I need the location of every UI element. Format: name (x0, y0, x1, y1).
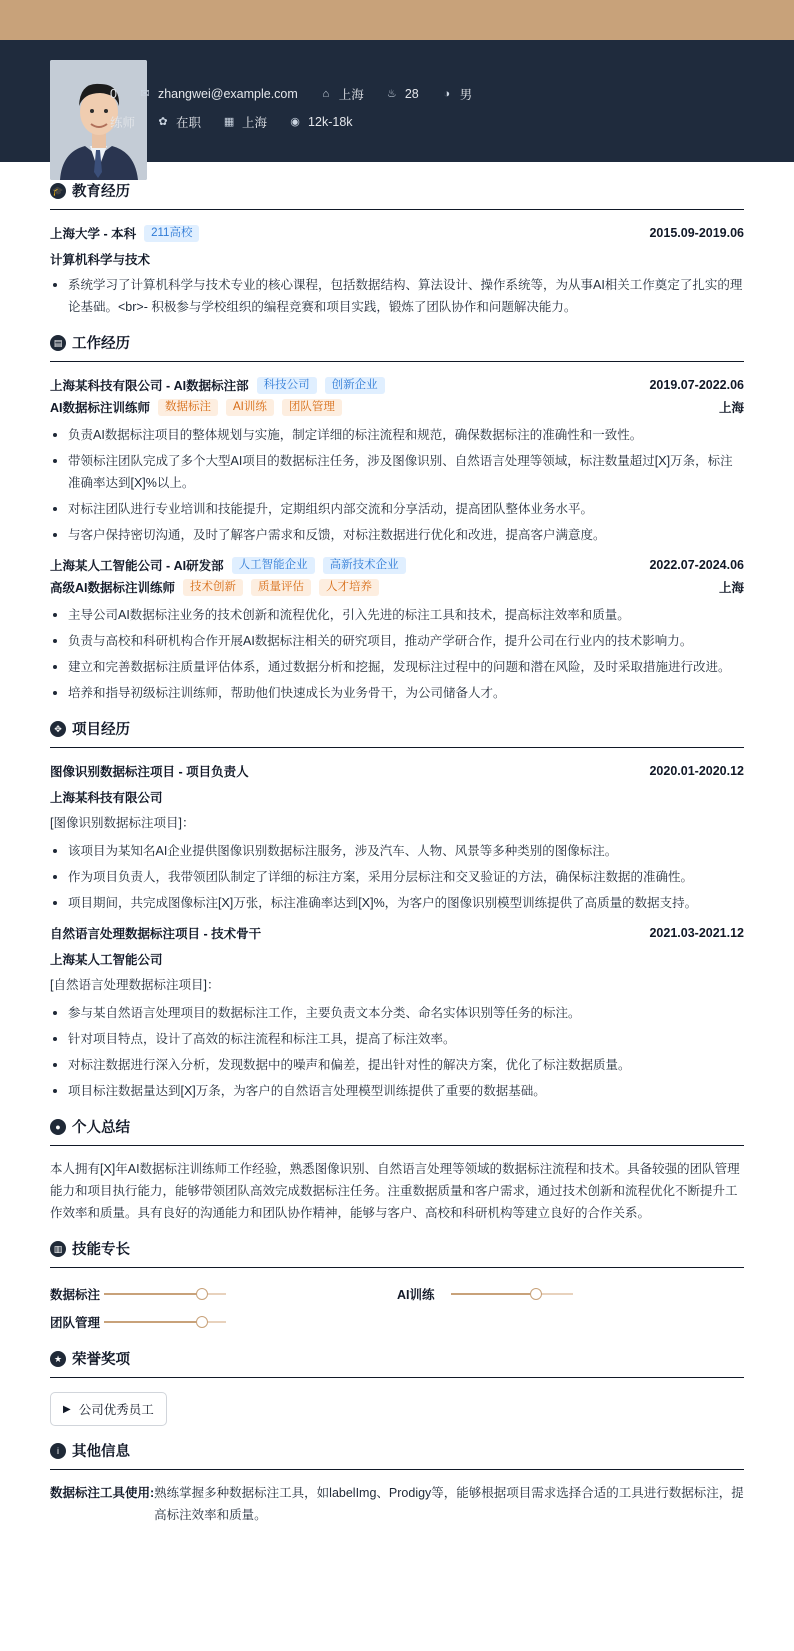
major-name: 计算机科学与技术 (50, 253, 151, 267)
projects-section (50, 718, 744, 1102)
list-item: 建立和完善数据标注质量评估体系，通过数据分析和挖掘，发现标注过程中的问题和潜在风险，及时采取措施进行改进。 (50, 656, 744, 678)
skill-fill (451, 1293, 536, 1295)
skill-item (397, 1280, 744, 1308)
project-org: 上海某科技有限公司 (50, 791, 163, 805)
honors-section (50, 1348, 744, 1426)
salary-icon: ◉ (290, 116, 300, 128)
list-item: 项目标注数据量达到[X]万条，为客户的自然语言处理模型训练提供了重要的数据基础。 (50, 1080, 744, 1102)
role-name: 高级AI数据标注训练师 (50, 581, 176, 595)
school-tag: 211高校 (144, 225, 199, 242)
skill-track (104, 1321, 226, 1323)
project-row (50, 760, 744, 782)
award-icon: ★ (50, 1351, 66, 1367)
skill-track (451, 1293, 573, 1295)
skill-track (104, 1293, 226, 1295)
job-location: 上海 (718, 401, 744, 415)
briefcase-icon: ▤ (50, 335, 66, 351)
salary-text: 12k-18k (308, 115, 353, 129)
play-icon: ▶ (63, 1403, 71, 1415)
list-item: 与客户保持密切沟通，及时了解客户需求和反馈，对标注数据进行优化和改进，提高客户满意度。 (50, 524, 744, 546)
resume-body (50, 170, 744, 1526)
city-info (320, 85, 364, 103)
project-entry (50, 760, 744, 914)
list-item: 参与某自然语言处理项目的数据标注工作，主要负责文本分类、命名实体识别等任务的标注。 (50, 1002, 744, 1024)
skill-item (50, 1280, 397, 1308)
building-icon: ▦ (223, 116, 235, 128)
job-company-row (50, 374, 744, 396)
award-item (50, 1392, 167, 1426)
company-name: 上海某科技有限公司 - AI数据标注部 (50, 379, 249, 393)
age-info (386, 87, 419, 101)
gender-info (441, 85, 473, 103)
section-title: 个人总结 (72, 1120, 130, 1136)
job-entry (50, 554, 744, 704)
job-date: 2019.07-2022.06 (649, 378, 744, 392)
section-title: 工作经历 (72, 336, 130, 352)
info-icon: i (50, 1443, 66, 1459)
education-row (50, 222, 744, 244)
role-tag: 质量评估 (251, 579, 311, 596)
company-tag: 科技公司 (257, 377, 317, 394)
section-title: 荣誉奖项 (72, 1352, 130, 1368)
list-item: 项目期间，共完成图像标注[X]万张，标注准确率达到[X]%，为客户的图像识别模型训练提供了高质量的数据支持。 (50, 892, 744, 914)
project-items (50, 840, 744, 914)
role-name: AI数据标注训练师 (50, 401, 151, 415)
graduation-cap-icon: 🎓 (50, 183, 66, 199)
list-item: 作为项目负责人，我带领团队制定了详细的标注方案，采用分层标注和交叉验证的方法，确保标注数据的准确性。 (50, 866, 744, 888)
education-date: 2015.09-2019.06 (649, 226, 744, 240)
salary-info (289, 115, 352, 129)
top-accent-band (0, 0, 794, 40)
skill-name: 数据标注 (50, 1288, 101, 1302)
skill-fill (104, 1293, 202, 1295)
job-location: 上海 (718, 581, 744, 595)
other-info-value: 熟练掌握多种数据标注工具，如labelImg、Prodigy等，能够根据项目需求选择合适的工具进行数据标注，提高标注效率和质量。 (154, 1486, 744, 1522)
job-role-row (50, 576, 744, 598)
project-items (50, 1002, 744, 1102)
status-info (157, 113, 201, 131)
header-job-line (110, 113, 375, 131)
other-header (50, 1440, 744, 1470)
other-info-key: 数据标注工具使用: (50, 1486, 155, 1500)
job-company-row (50, 554, 744, 576)
list-item: 系统学习了计算机科学与技术专业的核心课程，包括数据结构、算法设计、操作系统等，为从事AI相关工作奠定了扎实的理论基础。<br>- 积极参与学校组织的编程竞赛和项目实践，锻炼了团队协作和问题解决能力。 (50, 274, 744, 318)
job-items (50, 424, 744, 546)
project-date: 2020.01-2020.12 (649, 764, 744, 778)
education-header (50, 180, 744, 210)
job-fragment: 练师 (110, 116, 136, 130)
mail-icon: ✉ (140, 88, 150, 100)
age-text: 28 (404, 87, 419, 101)
chart-icon: ▥ (50, 1241, 66, 1257)
job-info (110, 113, 135, 131)
project-name: 自然语言处理数据标注项目 - 技术骨干 (50, 927, 262, 941)
grid-icon: ✥ (50, 721, 66, 737)
list-item: 对标注团队进行专业培训和技能提升，定期组织内部交流和分享活动，提高团队整体业务水平。 (50, 498, 744, 520)
school-name: 上海大学 - 本科 (50, 227, 137, 241)
company-tag: 创新企业 (325, 377, 385, 394)
list-item: 负责AI数据标注项目的整体规划与实施，制定详细的标注流程和规范，确保数据标注的准确性和一致性。 (50, 424, 744, 446)
status-text: 在职 (176, 116, 202, 130)
city-text: 上海 (338, 88, 364, 102)
honors-header (50, 1348, 744, 1378)
skill-fill (104, 1321, 202, 1323)
section-title: 项目经历 (72, 722, 130, 738)
skills-list (50, 1280, 744, 1336)
project-label: [自然语言处理数据标注项目]： (50, 978, 220, 992)
list-item: 带领标注团队完成了多个大型AI项目的数据标注任务，涉及图像识别、自然语言处理等领域，标注数量超过[X]万条，标注准确率达到[X]%以上。 (50, 450, 744, 494)
work-city-info (223, 113, 267, 131)
gender-text: 男 (459, 88, 473, 102)
company-tag: 高新技术企业 (323, 557, 406, 574)
cake-icon: ♨ (386, 88, 397, 100)
list-item: 对标注数据进行深入分析，发现数据中的噪声和偏差，提出针对性的解决方案，优化了标注数据质量。 (50, 1054, 744, 1076)
section-title: 教育经历 (72, 184, 130, 200)
header-contact-line (110, 85, 494, 103)
resume-header (0, 40, 794, 162)
other-info-row (50, 1482, 744, 1526)
project-name: 图像识别数据标注项目 - 项目负责人 (50, 765, 249, 779)
job-items (50, 604, 744, 704)
list-item: 该项目为某知名AI企业提供图像识别数据标注服务，涉及汽车、人物、风景等多种类别的图像标注。 (50, 840, 744, 862)
work-header (50, 332, 744, 362)
summary-header (50, 1116, 744, 1146)
skills-header (50, 1238, 744, 1268)
gender-icon: ◑ (443, 88, 451, 100)
status-icon: ✿ (158, 116, 168, 128)
role-tag: 团队管理 (282, 399, 342, 416)
role-tag: 人才培养 (319, 579, 379, 596)
section-title: 技能专长 (72, 1242, 130, 1258)
project-date: 2021.03-2021.12 (649, 926, 744, 940)
project-org: 上海某人工智能公司 (50, 953, 163, 967)
skills-section (50, 1238, 744, 1336)
home-icon: ⌂ (322, 88, 330, 100)
list-item: 负责与高校和科研机构合作开展AI数据标注相关的研究项目，推动产学研合作，提升公司在行业内的技术影响力。 (50, 630, 744, 652)
email-info[interactable] (139, 87, 298, 101)
skill-name: AI训练 (397, 1288, 435, 1302)
job-date: 2022.07-2024.06 (649, 558, 744, 572)
job-role-row (50, 396, 744, 418)
job-entry (50, 374, 744, 546)
projects-header (50, 718, 744, 748)
role-tag: 数据标注 (158, 399, 218, 416)
list-item: 培养和指导初级标注训练师，帮助他们快速成长为业务骨干，为公司储备人才。 (50, 682, 744, 704)
list-item: 主导公司AI数据标注业务的技术创新和流程优化，引入先进的标注工具和技术，提高标注效率和质量。 (50, 604, 744, 626)
work-city-text: 上海 (242, 116, 268, 130)
skill-name: 团队管理 (50, 1316, 101, 1330)
summary-text: 本人拥有[X]年AI数据标注训练师工作经验，熟悉图像识别、自然语言处理等领域的数据标注流程和技术。具备较强的团队管理能力和项目执行能力，能够带领团队高效完成数据标注任务。注重数据质量和客户需求，通过技术创新和流程优化不断提升工作效率和质量。具有良好的沟通能力和团队协作精神，能够与客户、高校和科研机构等建立良好的合作关系。 (50, 1162, 740, 1220)
summary-section (50, 1116, 744, 1224)
skill-knob (196, 1316, 208, 1328)
education-items (50, 274, 744, 318)
skill-item (50, 1308, 397, 1336)
project-label: [图像识别数据标注项目]： (50, 816, 195, 830)
skill-knob (530, 1288, 542, 1300)
company-name: 上海某人工智能公司 - AI研发部 (50, 559, 224, 573)
project-entry (50, 922, 744, 1102)
phone-fragment: 0 (110, 87, 117, 101)
role-tag: AI训练 (226, 399, 274, 416)
role-tag: 技术创新 (183, 579, 243, 596)
user-icon: ● (50, 1119, 66, 1135)
other-section (50, 1440, 744, 1526)
email-text: zhangwei@example.com (157, 87, 298, 101)
education-section (50, 180, 744, 318)
phone-info (110, 87, 117, 101)
section-title: 其他信息 (72, 1444, 130, 1460)
skill-knob (196, 1288, 208, 1300)
project-row (50, 922, 744, 944)
list-item: 针对项目特点，设计了高效的标注流程和标注工具，提高了标注效率。 (50, 1028, 744, 1050)
award-text: 公司优秀员工 (78, 1403, 154, 1417)
company-tag: 人工智能企业 (232, 557, 315, 574)
work-section (50, 332, 744, 704)
